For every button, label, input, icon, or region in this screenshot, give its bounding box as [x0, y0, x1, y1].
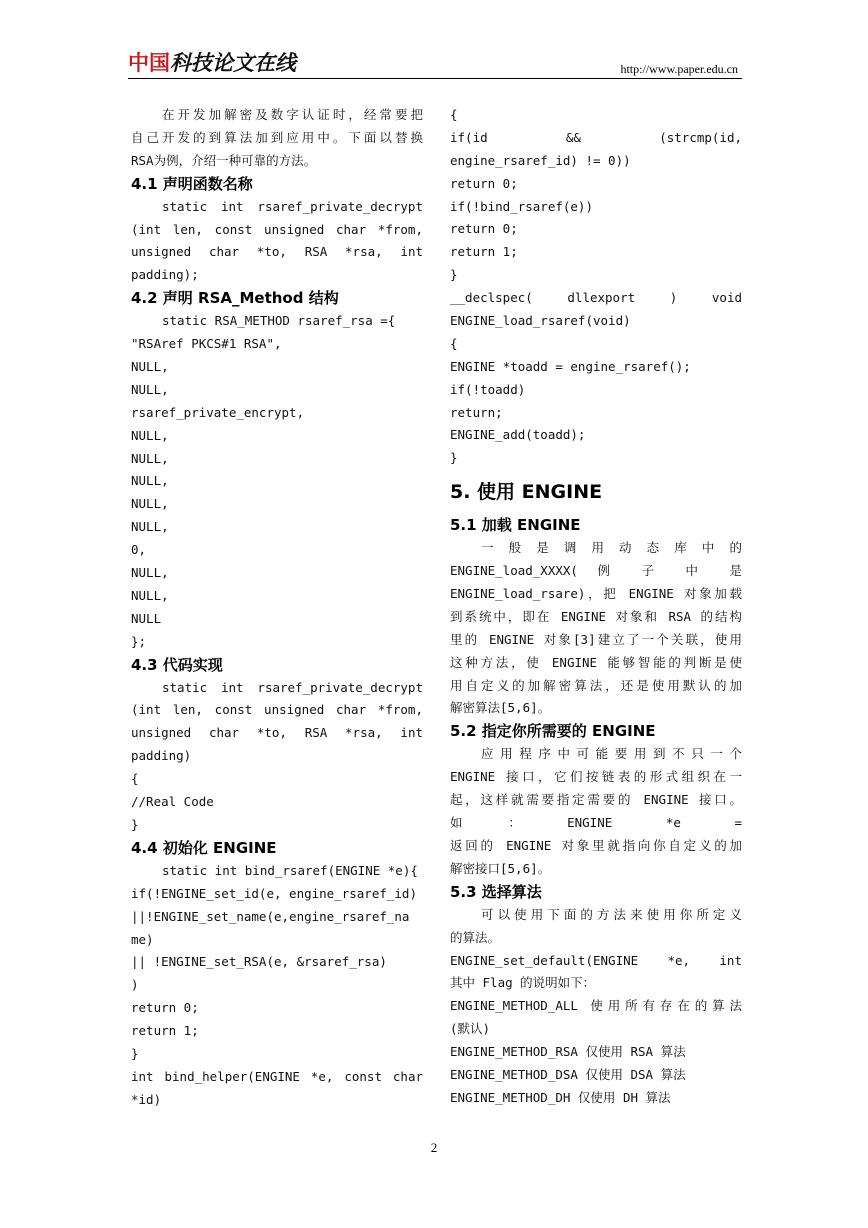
text-line: return;	[450, 404, 503, 420]
text-line: }	[450, 267, 458, 283]
text-line: 其中 Flag 的说明如下：	[450, 975, 596, 991]
text-line: 应用程序中可能要用到不只一个	[481, 746, 742, 762]
text-line: 在开发加解密及数字认证时，经常要把	[162, 107, 423, 122]
text-line: padding);	[131, 267, 199, 283]
text-line: {	[131, 771, 139, 787]
text-line: NULL,	[131, 450, 169, 466]
text-line: ENGINE_METHOD_DH 仅使用 DH 算法	[450, 1089, 671, 1105]
text-line: //Real Code	[131, 794, 214, 810]
text-line: 里的 ENGINE 对象[3]建立了一个关联，使用	[450, 631, 742, 647]
text-line: ENGINE *toadd = engine_rsaref();	[450, 358, 691, 374]
text-line: NULL,	[131, 587, 169, 603]
site-logo	[128, 50, 296, 76]
text-line: 解密接口[5,6]。	[450, 860, 551, 876]
text-line: ENGINE_load_rsaref(void)	[450, 313, 631, 329]
text-line: ENGINE_METHOD_RSA 仅使用 RSA 算法	[450, 1044, 686, 1060]
text-line: };	[131, 633, 147, 649]
text-line: unsigned char *to, RSA *rsa, int	[131, 725, 423, 741]
text-line: 自己开发的到算法加到应用中。下面以替换	[131, 129, 423, 145]
text-line: NULL,	[131, 473, 169, 489]
text-line: ENGINE_add(toadd);	[450, 427, 586, 443]
header-url: http://www.paper.edu.cn	[620, 62, 738, 76]
header-rule	[128, 78, 742, 79]
left-column	[131, 104, 423, 1112]
text-line: 一 般 是 调 用 动 态 库 中 的	[481, 540, 742, 556]
text-line: return 1;	[450, 244, 518, 260]
text-line: *id)	[131, 1091, 162, 1107]
text-line: 的算法。	[450, 929, 501, 945]
text-line: 可以使用下面的方法来使用你所定义	[481, 906, 742, 922]
text-line: 到系统中，即在 ENGINE 对象和 RSA 的结构	[450, 608, 742, 624]
section-heading: 5.1 加载 ENGINE	[450, 516, 581, 535]
text-line: static int bind_rsaref(ENGINE *e){	[162, 862, 418, 878]
text-line: ENGINE_load_rsare)，把 ENGINE 对象加载	[450, 586, 742, 602]
page-header	[128, 50, 740, 80]
text-line: ENGINE_METHOD_ALL 使用所有存在的算法	[450, 998, 742, 1014]
text-line: 返回的 ENGINE 对象里就指向你自定义的加	[450, 837, 742, 853]
logo-dark-text: 科技论文在线	[170, 51, 296, 75]
text-line: me)	[131, 931, 154, 947]
text-line: 如：ENGINE *e =	[450, 815, 742, 831]
text-line: {	[450, 335, 458, 351]
text-line: return 0;	[131, 1000, 199, 1016]
text-line: (默认)	[450, 1021, 491, 1037]
section-heading: 5.3 选择算法	[450, 882, 542, 901]
section-heading: 5. 使用 ENGINE	[450, 481, 603, 504]
section-heading: 4.2 声明 RSA_Method 结构	[131, 289, 339, 308]
section-heading: 4.4 初始化 ENGINE	[131, 838, 277, 857]
text-line: || !ENGINE_set_RSA(e, &rsaref_rsa)	[131, 954, 387, 970]
text-line: NULL,	[131, 519, 169, 535]
text-line: 起，这样就需要指定需要的 ENGINE 接口。	[450, 792, 742, 808]
text-line: ||!ENGINE_set_name(e,engine_rsaref_na	[131, 908, 410, 924]
text-line: 这种方法，使 ENGINE 能够智能的判断是使	[450, 654, 742, 670]
page-number: 2	[430, 1140, 438, 1155]
right-column	[450, 104, 742, 1110]
text-line: ENGINE 接口，它们按链表的形式组织在一	[450, 769, 742, 785]
text-line: NULL,	[131, 427, 169, 443]
text-line: ENGINE_set_default(ENGINE *e, int	[450, 952, 742, 968]
section-heading: 4.3 代码实现	[131, 655, 223, 674]
text-line: return 0;	[450, 221, 518, 237]
text-line: (int len, const unsigned char *from,	[131, 702, 423, 718]
section-heading: 4.1 声明函数名称	[131, 174, 253, 193]
text-line: if(!bind_rsaref(e))	[450, 198, 593, 214]
text-line: padding)	[131, 748, 192, 764]
text-line: NULL	[131, 610, 162, 626]
text-line: {	[450, 107, 458, 122]
text-line: )	[131, 977, 139, 993]
text-line: }	[450, 450, 458, 466]
text-line: if(id && (strcmp(id,	[450, 129, 742, 145]
text-line: int bind_helper(ENGINE *e, const char	[131, 1068, 423, 1084]
text-line: if(!toadd)	[450, 381, 526, 397]
text-line: RSA为例，介绍一种可靠的方法。	[131, 152, 317, 168]
text-line: ENGINE_METHOD_DSA 仅使用 DSA 算法	[450, 1066, 686, 1082]
text-line: rsaref_private_encrypt,	[131, 404, 305, 420]
text-line: ENGINE_load_XXXX( 例 子 中 是	[450, 563, 742, 579]
text-line: engine_rsaref_id) != 0))	[450, 152, 631, 168]
text-line: __declspec( dllexport ) void	[450, 290, 742, 306]
text-line: NULL,	[131, 565, 169, 581]
text-line: 用自定义的加解密算法，还是使用默认的加	[450, 677, 742, 693]
text-line: "RSAref PKCS#1 RSA",	[131, 336, 282, 352]
logo-red-text: 中国	[128, 51, 170, 75]
text-line: NULL,	[131, 381, 169, 397]
text-line: return 0;	[450, 175, 518, 191]
text-line: 解密算法[5,6]。	[450, 700, 551, 716]
text-line: 0,	[131, 542, 147, 558]
text-line: unsigned char *to, RSA *rsa, int	[131, 244, 423, 260]
text-line: static int rsaref_private_decrypt	[162, 679, 423, 695]
text-line: static int rsaref_private_decrypt	[162, 198, 423, 214]
text-line: }	[131, 1045, 139, 1061]
text-line: NULL,	[131, 496, 169, 512]
text-line: }	[131, 816, 139, 832]
section-heading: 5.2 指定你所需要的 ENGINE	[450, 722, 656, 741]
text-line: return 1;	[131, 1023, 199, 1039]
text-line: NULL,	[131, 359, 169, 375]
text-line: static RSA_METHOD rsaref_rsa ={	[162, 313, 396, 329]
text-line: if(!ENGINE_set_id(e, engine_rsaref_id)	[131, 885, 417, 901]
text-line: (int len, const unsigned char *from,	[131, 221, 423, 237]
